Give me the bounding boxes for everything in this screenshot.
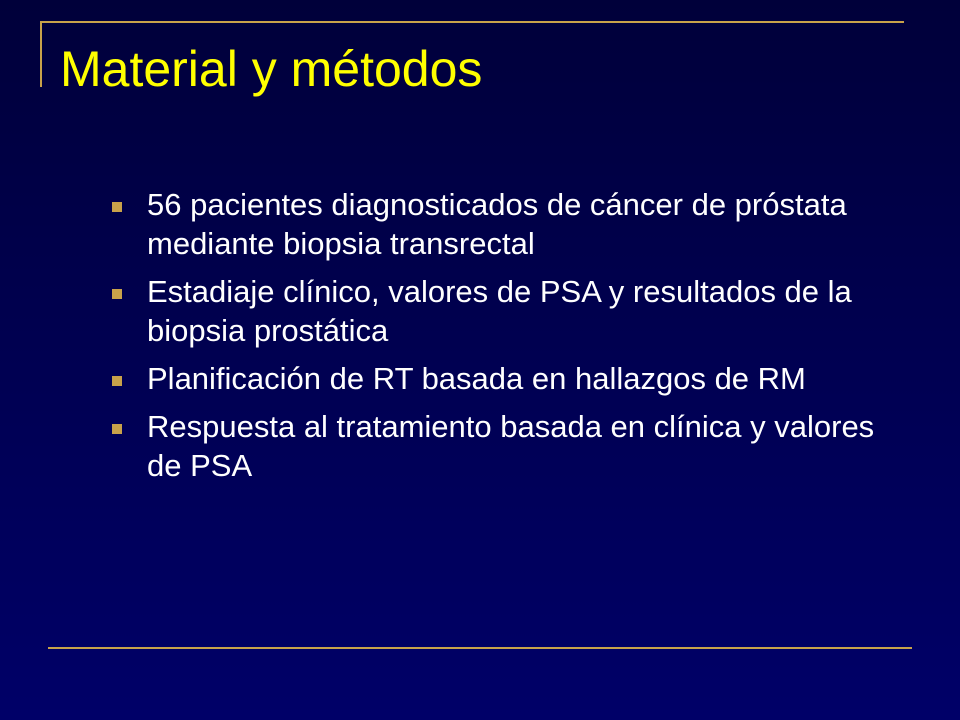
slide-title: Material y métodos — [60, 41, 483, 97]
square-bullet-icon — [112, 202, 122, 212]
bottom-rule — [48, 647, 912, 649]
bullet-item — [110, 407, 890, 485]
bullet-item — [110, 272, 890, 350]
bullet-item — [110, 359, 890, 398]
bullet-text: 56 pacientes diagnosticados de cáncer de próstata mediante biopsia transrectal — [147, 187, 847, 261]
square-bullet-icon — [112, 376, 122, 386]
top-rule — [40, 21, 904, 23]
square-bullet-icon — [112, 289, 122, 299]
bullet-list — [110, 185, 890, 494]
left-rule — [40, 21, 42, 87]
square-bullet-icon — [112, 424, 122, 434]
bullet-item — [110, 185, 890, 263]
bullet-text: Estadiaje clínico, valores de PSA y resultados de la biopsia prostática — [147, 274, 852, 348]
bullet-text: Planificación de RT basada en hallazgos de RM — [147, 361, 806, 396]
bullet-text: Respuesta al tratamiento basada en clínica y valores de PSA — [147, 409, 875, 483]
